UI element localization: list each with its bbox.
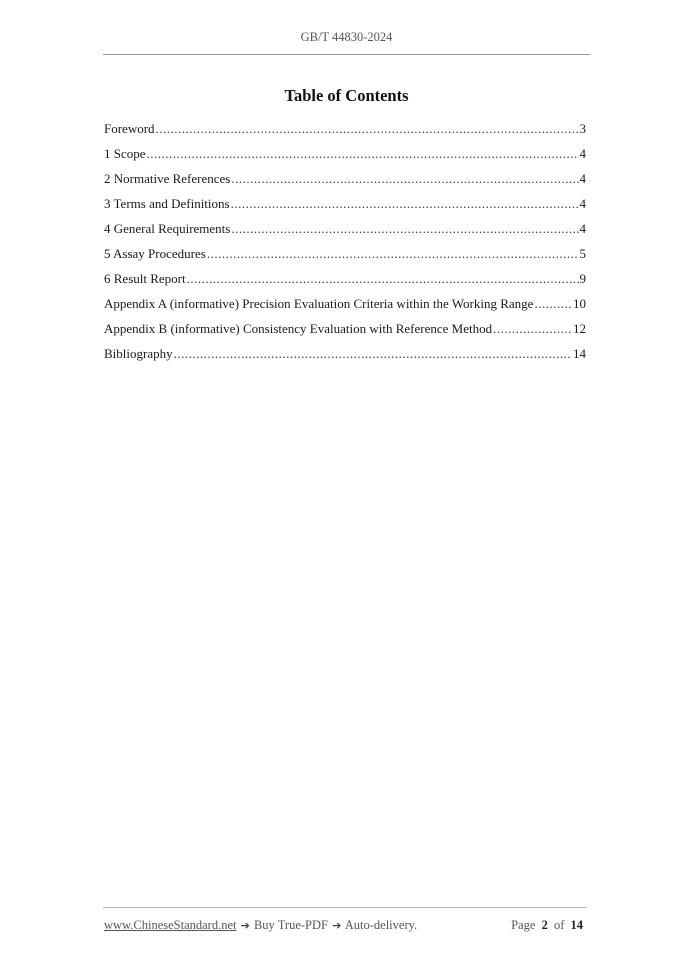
toc-entry-page: 14	[573, 346, 586, 361]
toc-entry-page: 12	[573, 321, 586, 336]
toc-entry-label: Foreword	[104, 121, 155, 136]
footer-site-link[interactable]: www.ChineseStandard.net	[104, 918, 237, 932]
toc-entry-label: Bibliography	[104, 346, 173, 361]
toc-entry-appendix-a[interactable]	[104, 295, 586, 320]
toc-entry-scope[interactable]	[104, 145, 586, 170]
toc-entry-label: 4 General Requirements	[104, 221, 231, 236]
toc-title: Table of Contents	[284, 86, 409, 105]
toc-entry-page: 4	[579, 196, 586, 211]
page-current: 2	[541, 918, 548, 932]
toc-entry-page: 3	[579, 121, 586, 136]
toc-entry-general-requirements[interactable]	[104, 220, 586, 245]
toc-entry-foreword[interactable]	[104, 120, 586, 145]
toc-entry-assay-procedures[interactable]	[104, 245, 586, 270]
page-label: Page	[511, 918, 536, 932]
toc-entry-label: 6 Result Report	[104, 271, 186, 286]
toc-entry-label: Appendix A (informative) Precision Evaluation Criteria within the Working Range	[104, 296, 534, 311]
toc-entry-label: Appendix B (informative) Consistency Evaluation with Reference Method	[104, 321, 493, 336]
right-arrow-icon: ➔	[332, 919, 342, 932]
footer-page-number	[511, 918, 586, 933]
toc-leader-dots	[231, 220, 578, 238]
toc-entry-page: 5	[579, 246, 586, 261]
footer-buy-text: Buy True-PDF	[253, 918, 328, 932]
page-total: 14	[570, 918, 583, 932]
toc-entry-result-report[interactable]	[104, 270, 586, 295]
toc-leader-dots	[534, 295, 572, 313]
toc-entry-terms-definitions[interactable]	[104, 195, 586, 220]
toc-entry-label: 1 Scope	[104, 146, 146, 161]
toc-leader-dots	[231, 170, 578, 188]
footer-delivery-text: Auto-delivery.	[344, 918, 418, 932]
page-of: of	[553, 918, 565, 932]
toc-entry-label: 3 Terms and Definitions	[104, 196, 230, 211]
toc-entry-appendix-b[interactable]	[104, 320, 586, 345]
toc-entry-page: 4	[579, 171, 586, 186]
footer-divider	[103, 907, 587, 908]
toc-entry-page: 10	[573, 296, 586, 311]
toc-entry-label: 2 Normative References	[104, 171, 231, 186]
footer-promo	[104, 918, 417, 933]
toc-entry-page: 9	[579, 271, 586, 286]
toc-entry-page: 4	[579, 146, 586, 161]
right-arrow-icon: ➔	[240, 919, 250, 932]
toc-leader-dots	[207, 245, 579, 263]
toc-entry-normative-references[interactable]	[104, 170, 586, 195]
toc-leader-dots	[493, 320, 572, 338]
header-divider	[103, 54, 590, 55]
toc-leader-dots	[187, 270, 579, 288]
toc-entry-bibliography[interactable]	[104, 345, 586, 370]
toc-entry-label: 5 Assay Procedures	[104, 246, 206, 261]
toc-leader-dots	[174, 345, 572, 363]
toc-leader-dots	[156, 120, 579, 138]
header-standard-code: GB/T 44830-2024	[300, 30, 393, 44]
toc-entry-page: 4	[579, 221, 586, 236]
toc-list	[104, 120, 586, 370]
toc-leader-dots	[147, 145, 579, 163]
toc-leader-dots	[231, 195, 579, 213]
